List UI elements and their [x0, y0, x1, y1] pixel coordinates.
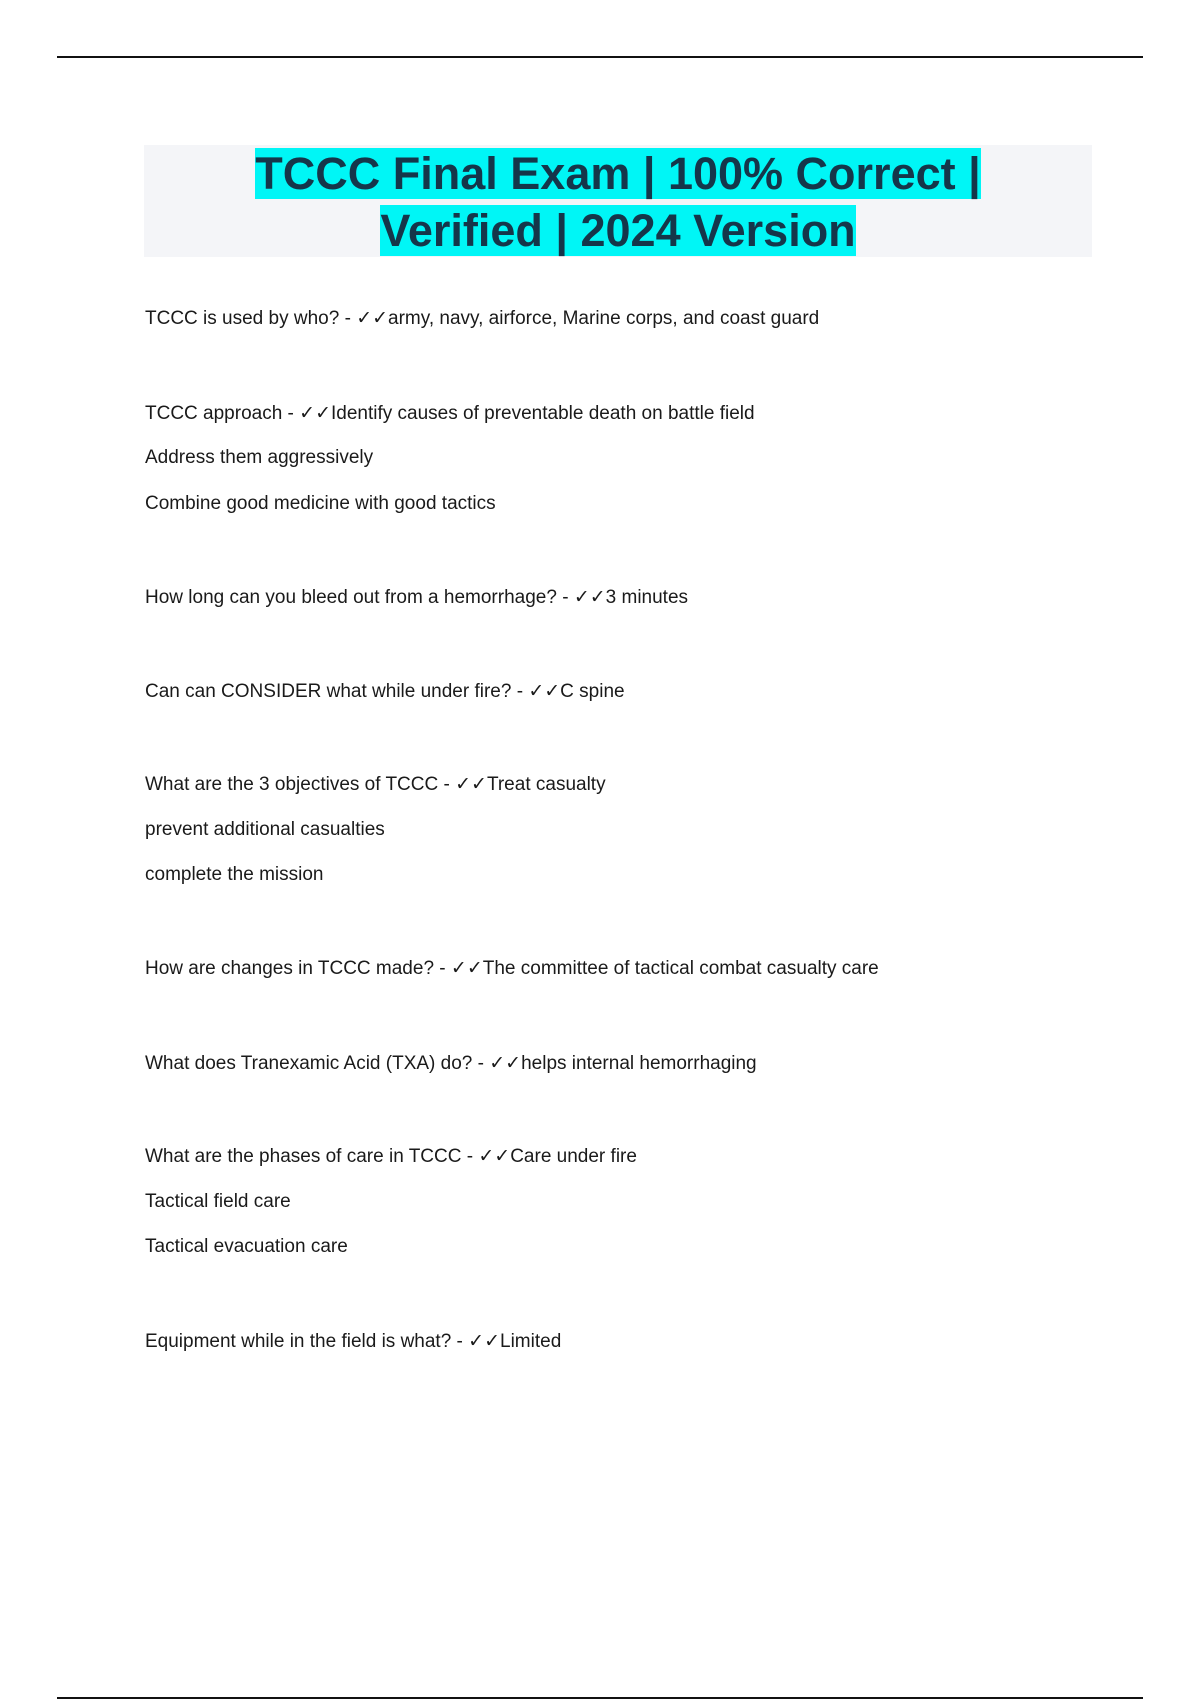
question-text: TCCC approach -: [145, 403, 300, 424]
qa-item-question-line: [145, 679, 625, 704]
answer-text: helps internal hemorrhaging: [521, 1053, 757, 1074]
qa-item-question-line: [145, 306, 819, 331]
double-check-icon: ✓✓: [468, 1330, 501, 1352]
double-check-icon: ✓✓: [455, 773, 487, 795]
double-check-icon: ✓✓: [478, 1145, 511, 1167]
answer-text: C spine: [560, 681, 625, 702]
question-text: Can can CONSIDER what while under fire? -: [145, 681, 529, 702]
question-text: What are the 3 objectives of TCCC -: [145, 774, 456, 795]
question-text: How long can you bleed out from a hemorrhage? -: [145, 587, 574, 608]
double-check-icon: ✓✓: [489, 1052, 522, 1074]
answer-text: The committee of tactical combat casualty care: [482, 958, 879, 979]
double-check-icon: ✓✓: [450, 957, 483, 979]
bottom-divider: [57, 1697, 1143, 1699]
qa-item-question-line: [145, 401, 755, 426]
top-divider: [57, 56, 1143, 58]
qa-item-question-line: [145, 956, 879, 981]
qa-item-question-line: [145, 1051, 757, 1076]
answer-continuation: Address them aggressively: [145, 447, 374, 468]
page-title-line-2: Verified | 2024 Version: [380, 205, 856, 256]
page-title-line-1: TCCC Final Exam | 100% Correct |: [255, 148, 981, 199]
question-text: How are changes in TCCC made? -: [145, 958, 451, 979]
answer-continuation: prevent additional casualties: [145, 819, 385, 840]
answer-text: Identify causes of preventable death on battle field: [331, 403, 755, 424]
qa-item-question-line: [145, 585, 688, 610]
double-check-icon: ✓✓: [299, 402, 332, 424]
double-check-icon: ✓✓: [528, 680, 561, 702]
answer-text: Treat casualty: [486, 774, 606, 795]
answer-text: army, navy, airforce, Marine corps, and coast guard: [388, 308, 820, 329]
answer-continuation: complete the mission: [145, 864, 324, 885]
question-text: Equipment while in the field is what? -: [145, 1331, 469, 1352]
answer-continuation: Combine good medicine with good tactics: [145, 493, 496, 514]
answer-text: 3 minutes: [605, 587, 689, 608]
answer-continuation: Tactical evacuation care: [145, 1236, 348, 1257]
qa-item-question-line: [145, 1329, 561, 1354]
answer-text: Care under fire: [510, 1146, 637, 1167]
qa-item-question-line: [145, 1144, 637, 1169]
title-banner: [144, 145, 1092, 257]
answer-text: Limited: [500, 1331, 562, 1352]
answer-continuation: Tactical field care: [145, 1191, 291, 1212]
double-check-icon: ✓✓: [573, 586, 606, 608]
question-text: What does Tranexamic Acid (TXA) do? -: [145, 1053, 490, 1074]
question-text: What are the phases of care in TCCC -: [145, 1146, 479, 1167]
question-text: TCCC is used by who? -: [145, 308, 357, 329]
qa-item-question-line: [145, 772, 606, 797]
double-check-icon: ✓✓: [356, 307, 389, 329]
